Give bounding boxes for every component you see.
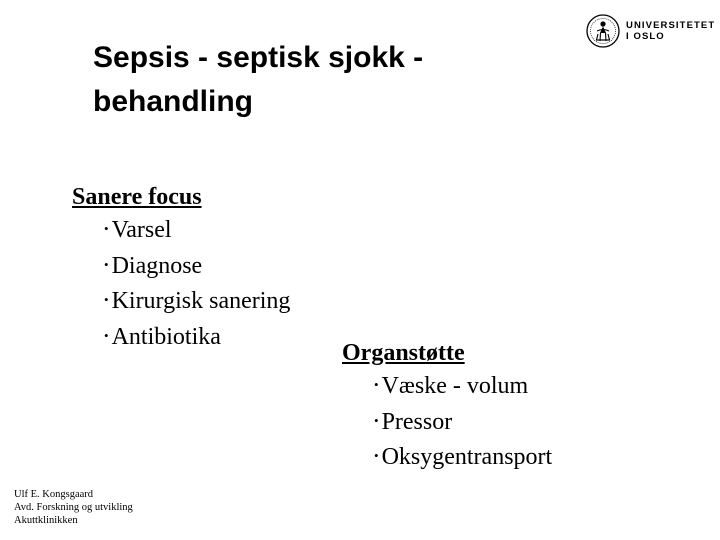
bullet-list xyxy=(72,214,290,356)
list-item xyxy=(104,250,290,286)
list-item xyxy=(374,370,552,406)
bullet-icon: • xyxy=(104,221,109,236)
title-line-2: behandling xyxy=(93,85,253,118)
list-item xyxy=(374,441,552,477)
section-heading: Organstøtte xyxy=(342,340,465,366)
list-item-text: Antibiotika xyxy=(111,323,221,350)
list-item-text: Pressor xyxy=(381,408,453,435)
list-item-text: Diagnose xyxy=(111,252,203,279)
footer-author: Ulf E. Kongsgaard xyxy=(14,489,94,500)
logo-text-line-1: UNIVERSITETET xyxy=(626,20,716,31)
footer-department: Avd. Forskning og utvikling xyxy=(14,502,133,513)
author-footer xyxy=(14,488,133,527)
list-item-text: Kirurgisk sanering xyxy=(111,288,291,314)
list-item-text: Varsel xyxy=(111,217,172,243)
title-line-1: Sepsis - septisk sjokk - xyxy=(93,41,424,74)
logo-text-line-2: I OSLO xyxy=(626,31,665,42)
bullet-icon: • xyxy=(374,448,379,463)
slide-title xyxy=(93,36,423,124)
university-logo xyxy=(586,13,715,49)
list-item-text: Væske - volum xyxy=(381,373,529,399)
bullet-icon: • xyxy=(374,377,379,392)
bullet-icon: • xyxy=(104,292,109,307)
bullet-icon: • xyxy=(104,256,109,272)
list-item-text: Oksygentransport xyxy=(381,444,553,470)
section-heading: Sanere focus xyxy=(72,184,202,210)
list-item xyxy=(374,406,552,442)
bullet-list xyxy=(342,370,552,477)
bullet-icon: • xyxy=(104,327,109,343)
sanere-focus-section xyxy=(72,180,290,356)
university-seal-icon xyxy=(586,14,620,48)
footer-clinic: Akuttklinikken xyxy=(14,515,78,526)
list-item xyxy=(104,214,290,250)
list-item xyxy=(104,321,290,357)
organstotte-section xyxy=(342,336,552,477)
bullet-icon: • xyxy=(374,412,379,428)
list-item xyxy=(104,285,290,321)
